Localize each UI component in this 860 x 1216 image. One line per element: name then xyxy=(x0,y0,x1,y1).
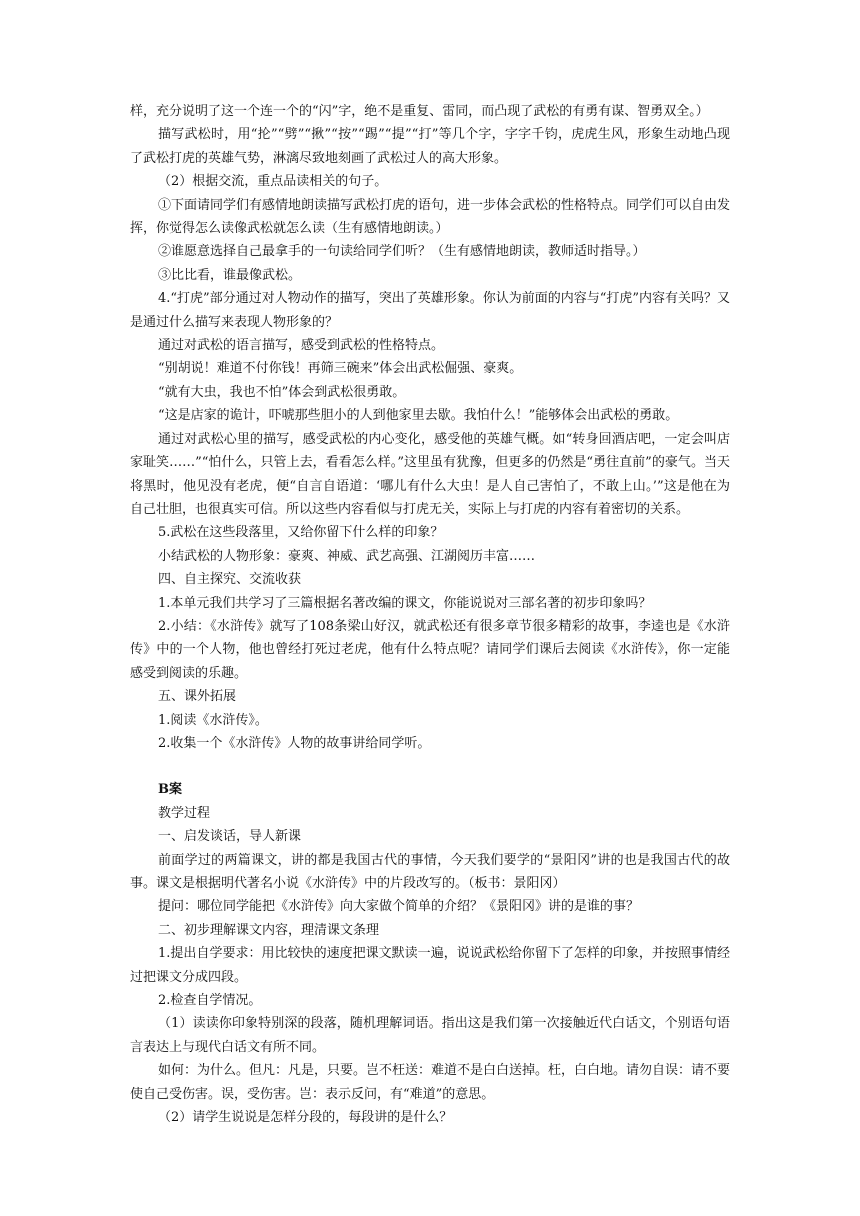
paragraph: ②谁愿意选择自己最拿手的一句读给同学们听？（生有感情地朗读，教师适时指导。） xyxy=(158,244,646,260)
paragraph: “就有大虫，我也不怕”体会到武松很勇敢。 xyxy=(158,384,406,400)
paragraph: ①下面请同学们有感情地朗读描写武松打虎的语句，进一步体会武松的性格特点。同学们可以自由发挥，你觉得怎么读像武松就怎么读（生有感情地朗读。） xyxy=(130,197,731,237)
section-heading: 五、课外拓展 xyxy=(158,689,237,705)
paragraph: 描写武松时，用“抡”“劈”“揪”“按”“踢”“提”“打”等几个字，字字千钧，虎虎生风，形象生动地凸现了武松打虎的英雄气势，淋漓尽致地刻画了武松过人的高大形象。 xyxy=(130,127,730,166)
paragraph: “这是店家的诡计，吓唬那些胆小的人到他家里去歇。我怕什么！”能够体会出武松的勇敢。 xyxy=(158,408,679,424)
paragraph: 5.武松在这些段落里，又给你留下什么样的印象？ xyxy=(158,525,444,541)
paragraph: 通过对武松的语言描写，感受到武松的性格特点。 xyxy=(158,338,445,354)
paragraph: 4.“打虎”部分通过对人物动作的描写，突出了英雄形象。你认为前面的内容与“打虎”内容有关吗？又是通过什么描写来表现人物形象的？ xyxy=(130,291,730,330)
paragraph: 前面学过的两篇课文，讲的都是我国古代的事情，今天我们要学的“景阳冈”讲的也是我国古代的故事。课文是根据明代著名小说《水浒传》中的片段改写的。（板书：景阳冈） xyxy=(130,852,730,891)
paragraph: “别胡说！难道不付你钱！再筛三碗来”体会出武松倔强、豪爽。 xyxy=(158,361,523,377)
section-heading: 一、启发谈话，导人新课 xyxy=(158,829,302,845)
paragraph: ③比比看，谁最像武松。 xyxy=(158,267,302,283)
paragraph: （2）根据交流，重点品读相关的句子。 xyxy=(158,174,388,190)
paragraph: 1.提出自学要求：用比较快的速度把课文默读一遍，说说武松给你留下了怎样的印象，并按照事情经过把课文分成四段。 xyxy=(130,946,730,985)
plan-heading: B案 xyxy=(158,782,182,798)
section-heading: 教学过程 xyxy=(158,805,211,821)
paragraph: 1.阅读《水浒传》。 xyxy=(158,712,268,728)
paragraph: 如何：为什么。但凡：凡是，只要。岂不枉送：难道不是白白送掉。枉，白白地。请勿自误：请不要使自己受伤害。误，受伤害。岂：表示反问，有“难道”的意思。 xyxy=(130,1063,731,1102)
paragraph: （2）请学生说说是怎样分段的，每段讲的是什么？ xyxy=(158,1110,453,1126)
paragraph: 1.本单元我们共学习了三篇根据名著改编的课文，你能说说对三部名著的初步印象吗？ xyxy=(158,595,652,611)
paragraph: 小结武松的人物形象：豪爽、神威、武艺高强、江湖阅历丰富…… xyxy=(158,548,536,564)
document-page xyxy=(130,100,730,1129)
section-heading: 四、自主探究、交流收获 xyxy=(158,572,302,588)
section-heading: 二、初步理解课文内容，理清课文条理 xyxy=(158,922,380,938)
paragraph: （1）读读你印象特别深的段落，随机理解词语。指出这是我们第一次接触近代白话文，个别语句语言表达上与现代白话文有所不同。 xyxy=(130,1016,730,1055)
blank-line xyxy=(130,755,730,778)
paragraph: 2.检查自学情况。 xyxy=(158,993,262,1009)
paragraph: 通过对武松心里的描写，感受武松的内心变化，感受他的英雄气概。如“转身回酒店吧，一定会叫店家耻笑……”“怕什么，只管上去，看看怎么样。”这里虽有犹豫，但更多的仍然是“勇往直前”的豪气。当天将黑时，他见没有老虎，便“自言自语道：‘哪儿有什么大虫！是人自己害怕了，不敢上山。’”这是他在为自己壮胆，也很真实可信。所以这些内容看似与打虎无关，实际上与打虎的内容有着密切的关系。 xyxy=(130,431,730,517)
paragraph: 提问：哪位同学能把《水浒传》向大家做个简单的介绍？《景阳冈》讲的是谁的事？ xyxy=(158,899,640,915)
paragraph: 2.小结：《水浒传》就写了108条梁山好汉，就武松还有很多章节很多精彩的故事，李逵也是《水浒传》中的一个人物，他也曾经打死过老虎，他有什么特点呢？请同学们课后去阅读《水浒传》，你一定能感受到阅读的乐趣。 xyxy=(130,618,730,681)
paragraph: 样，充分说明了这一个连一个的“闪”字，绝不是重复、雷同，而凸现了武松的有勇有谋、智勇双全。） xyxy=(130,104,709,119)
paragraph: 2.收集一个《水浒传》人物的故事讲给同学听。 xyxy=(158,735,431,751)
